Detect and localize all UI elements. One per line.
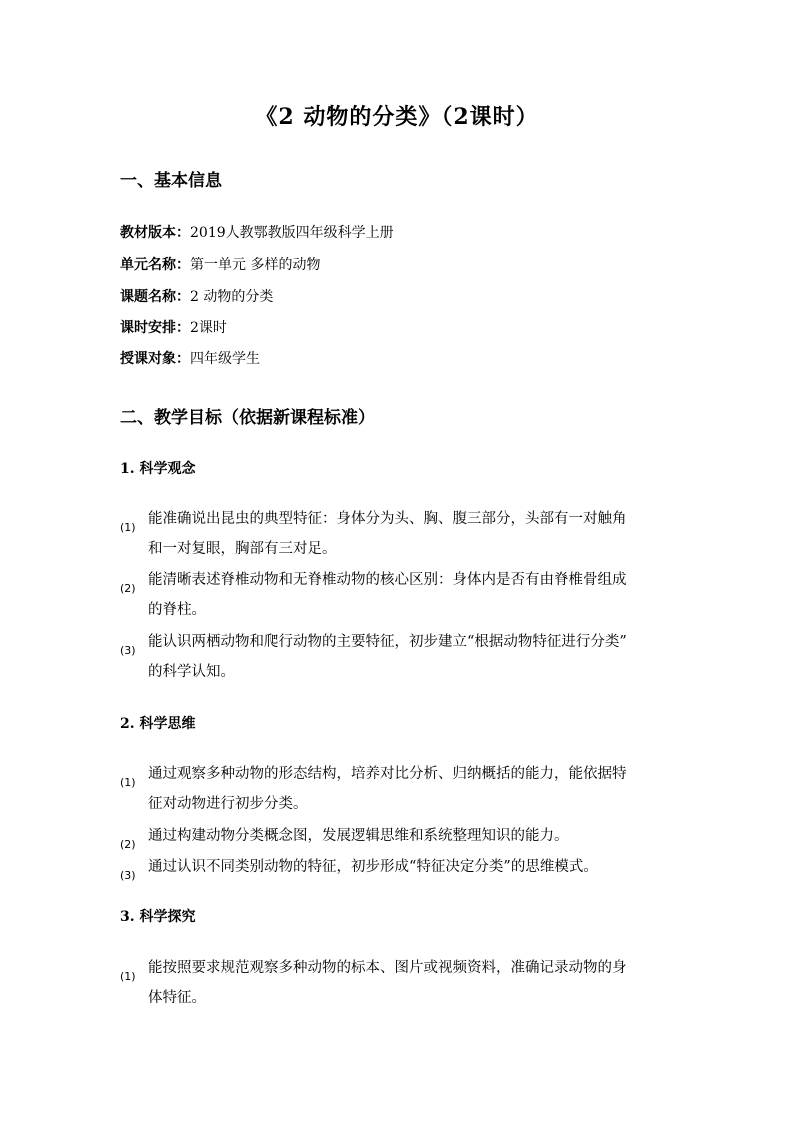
item-text: 通过构建动物分类概念图，发展逻辑思维和系统整理知识的能力。 <box>148 828 569 844</box>
section-heading-objectives: 二、教学目标（依据新课程标准） <box>120 408 375 428</box>
item-text: 能按照要求规范观察多种动物的标本、图片或视频资料，准确记录动物的身 <box>148 960 627 976</box>
info-row-textbook <box>120 222 394 242</box>
info-value: 2 动物的分类 <box>190 289 274 305</box>
info-value: 2课时 <box>190 320 227 336</box>
item-text-continued: 征对动物进行初步分类。 <box>148 796 308 812</box>
subsection-heading-science-thinking: 2. 科学思维 <box>120 716 196 732</box>
info-key: 教材版本： <box>120 225 190 241</box>
info-value: 第一单元 多样的动物 <box>190 257 321 273</box>
list-item <box>120 852 680 882</box>
item-text-continued: 体特征。 <box>148 990 206 1006</box>
list-item <box>120 565 680 625</box>
item-number: (1) <box>120 970 136 983</box>
info-row-topic <box>120 286 273 306</box>
info-key: 课时安排： <box>120 320 190 336</box>
item-text: 通过认识不同类别动物的特征，初步形成“特征决定分类”的思维模式。 <box>148 859 598 875</box>
list-item <box>120 504 680 564</box>
list-item <box>120 953 680 1013</box>
item-number: (1) <box>120 521 136 534</box>
item-number: (3) <box>120 644 136 657</box>
info-row-unit <box>120 254 320 274</box>
item-text-continued: 和一对复眼，胸部有三对足。 <box>148 541 337 557</box>
item-text-continued: 的科学认知。 <box>148 664 235 680</box>
info-key: 单元名称： <box>120 257 190 273</box>
list-item <box>120 759 680 819</box>
item-text: 能认识两栖动物和爬行动物的主要特征，初步建立“根据动物特征进行分类” <box>148 634 627 650</box>
list-item <box>120 627 680 687</box>
info-value: 四年级学生 <box>190 351 260 367</box>
item-number: (2) <box>120 582 136 595</box>
item-number: (2) <box>120 838 136 851</box>
info-key: 授课对象： <box>120 351 190 367</box>
section-heading-basic-info: 一、基本信息 <box>120 171 222 191</box>
item-text: 能准确说出昆虫的典型特征：身体分为头、胸、腹三部分，头部有一对触角 <box>148 511 627 527</box>
item-text: 通过观察多种动物的形态结构，培养对比分析、归纳概括的能力，能依据特 <box>148 766 627 782</box>
page-title: 《2 动物的分类》（2课时） <box>255 104 539 130</box>
list-item <box>120 821 680 851</box>
info-value: 2019人教鄂教版四年级科学上册 <box>190 225 394 241</box>
info-key: 课题名称： <box>120 289 190 305</box>
subsection-heading-science-concepts: 1. 科学观念 <box>120 461 196 477</box>
info-row-schedule <box>120 317 227 337</box>
item-number: (3) <box>120 869 136 882</box>
info-row-audience <box>120 348 260 368</box>
subsection-heading-science-inquiry: 3. 科学探究 <box>120 909 196 925</box>
item-text: 能清晰表述脊椎动物和无脊椎动物的核心区别：身体内是否有由脊椎骨组成 <box>148 572 627 588</box>
item-number: (1) <box>120 776 136 789</box>
item-text-continued: 的脊柱。 <box>148 602 206 618</box>
